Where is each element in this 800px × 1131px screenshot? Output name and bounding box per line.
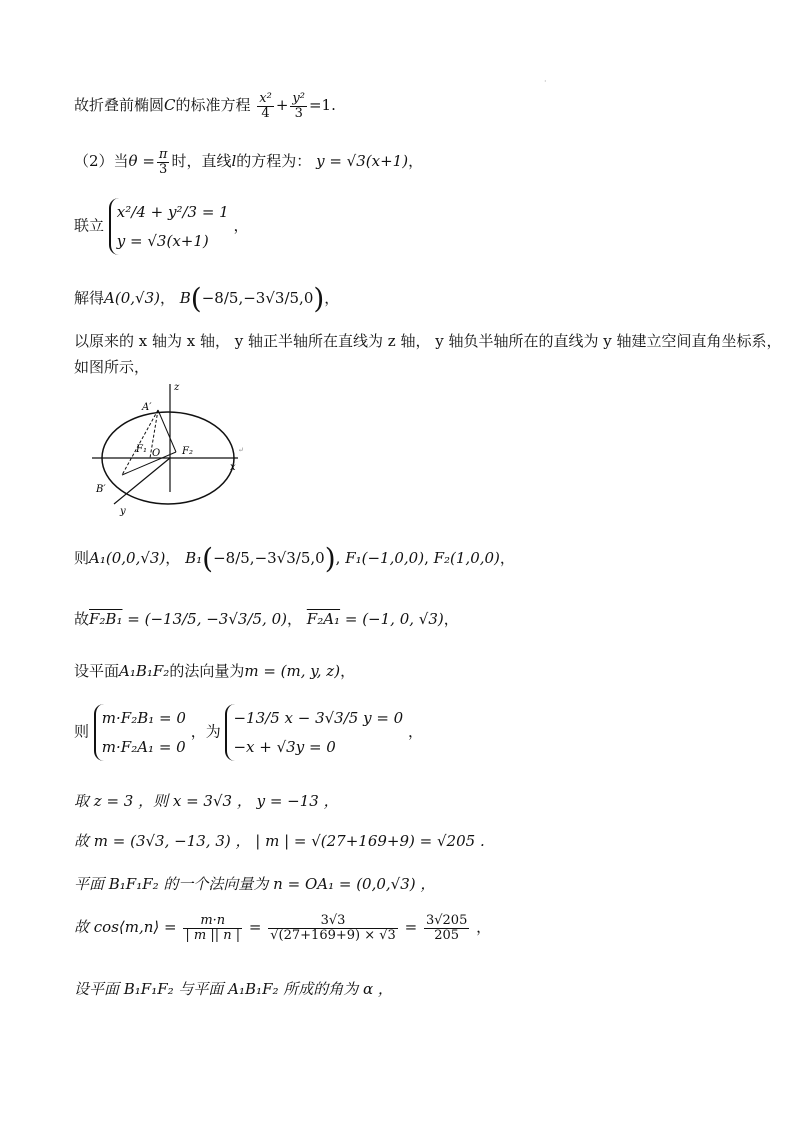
- linear-system: [225, 704, 403, 761]
- point-F1: F₁(−1,0,0): [345, 549, 425, 567]
- text: ，: [476, 918, 492, 937]
- coord: ,0: [310, 549, 325, 567]
- text: .: [331, 96, 336, 115]
- frac-computed: $\frac{3√3}{√(27+169+9) \times √3}$: [270, 913, 396, 943]
- segment: [122, 452, 176, 475]
- normal-vector: m = (m, y, z): [244, 662, 341, 680]
- line-points: 则A₁(0,0,√3)， B₁(−8/5,−3√3/5,0), F₁(−1,0,0), F₂(1,0,0)，: [74, 542, 515, 575]
- var-l: l: [231, 152, 237, 171]
- label-F2: F₂: [182, 446, 193, 457]
- plane: A₁B₁F₂: [119, 662, 170, 680]
- vector-F2A1: F₂A₁: [306, 610, 341, 628]
- text: 故: [74, 610, 90, 628]
- text: ，: [233, 216, 249, 235]
- text: 的标准方程: [175, 96, 251, 115]
- text: ，: [287, 610, 303, 628]
- text: ，: [407, 722, 423, 741]
- text: ，: [340, 662, 356, 680]
- vector-F2B1: F₂B₁: [89, 610, 123, 628]
- line-system: [74, 198, 249, 255]
- line-solution: 解得A(0,√3)， B(−8/5,−3√3/5,0)，: [74, 282, 340, 315]
- point-F2: F₂(1,0,0): [433, 549, 500, 567]
- text: 时，直线: [171, 152, 232, 171]
- text: =: [248, 918, 262, 937]
- coord: −3√3/5: [243, 289, 300, 307]
- line-ellipse-equation: 故折叠前椭圆C的标准方程 $\frac{\text{x²}}{4}$ + $\frac{\text{y²}}{3}$ =1.: [74, 91, 336, 121]
- point-B-label: B: [179, 289, 191, 307]
- frac-result: $\frac{3√205}{205}$: [425, 913, 468, 943]
- line-coordinate-setup: 以原来的 x 轴为 x 轴， y 轴正半轴所在直线为 z 轴， y 轴负半轴所在的直线为 y 轴建立空间直角坐标系，: [74, 332, 782, 350]
- text: 设平面: [74, 662, 120, 680]
- system-row-1: x²/4 + y²/3 = 1: [116, 203, 229, 221]
- frac-y2-3: $\frac{\text{y²}}{3}$: [292, 91, 305, 121]
- segment: [158, 410, 176, 452]
- text: ，: [324, 289, 340, 307]
- corner-mark: ·: [544, 77, 547, 86]
- text: 的方程为：: [236, 152, 312, 171]
- linear-row-2: −x + √3y = 0: [233, 737, 336, 756]
- coord: −8/5: [213, 549, 250, 567]
- text: 联立: [74, 216, 105, 235]
- var-theta: θ =: [128, 152, 155, 171]
- equation-system: [109, 198, 229, 255]
- text: ，: [159, 289, 175, 307]
- text: ，: [499, 549, 515, 567]
- text: 则: [74, 722, 90, 741]
- frac-pi-3: $\frac{\pi}{3}$: [158, 147, 168, 177]
- y-axis: [114, 458, 170, 504]
- point-B1-label: B₁: [185, 549, 203, 567]
- label-A: A′: [142, 402, 152, 413]
- label-F1: F₁: [136, 444, 147, 455]
- text: =: [404, 918, 418, 937]
- frac-x2-4: $\frac{\text{x²}}{4}$: [259, 91, 272, 121]
- linear-row-1: −13/5 x − 3√3/5 y = 0: [233, 709, 404, 727]
- text: ，为: [190, 722, 221, 741]
- dot-row-2: m·F₂A₁ = 0: [101, 737, 186, 756]
- text: 故 cos⟨m,n⟩ =: [74, 918, 177, 937]
- text: ，: [165, 549, 181, 567]
- line-choose-z: 取 z = 3 ，则 x = 3√3 ， y = −13 ，: [74, 792, 339, 810]
- label-y: y: [120, 506, 126, 517]
- frac-mn: $\frac{m\cdot n}{| m || n |}$: [185, 913, 241, 943]
- line-cosine: [74, 914, 491, 942]
- point-A: A(0,√3): [104, 289, 160, 307]
- point-A1: A₁(0,0,√3): [89, 549, 166, 567]
- vector-value: = (−13/5, −3√3/5, 0): [127, 610, 287, 628]
- dot-system: [94, 704, 186, 761]
- text: 故折叠前椭圆: [74, 96, 165, 115]
- coord: −3√3/5: [254, 549, 311, 567]
- text: ，: [443, 610, 459, 628]
- text: 则: [74, 549, 90, 567]
- text: ，: [408, 152, 424, 171]
- label-z: z: [174, 382, 180, 393]
- text: 的法向量为: [169, 662, 245, 680]
- var-C: C: [164, 96, 176, 115]
- line-as-shown: 如图所示，: [74, 358, 150, 376]
- text: =1: [308, 96, 332, 115]
- coord: −8/5: [201, 289, 239, 307]
- text: （2）当: [74, 152, 129, 171]
- line-normal-vector: [74, 660, 355, 681]
- coord: ,0: [299, 289, 314, 307]
- line-angle: 设平面 B₁F₁F₂ 与平面 A₁B₁F₂ 所成的角为 α ，: [74, 980, 393, 998]
- line-m-vector: 故 m = (3√3, −13, 3) ， | m | = √(27+169+9) = √205 .: [74, 832, 485, 850]
- text: 解得: [74, 289, 105, 307]
- line-equations: [74, 704, 423, 761]
- line-vectors: [74, 608, 459, 629]
- return-mark: ↵: [238, 446, 244, 454]
- label-x: x: [230, 462, 236, 473]
- system-row-2: y = √3(x+1): [116, 231, 209, 250]
- label-O: O: [152, 448, 161, 459]
- dot-row-1: m·F₂B₁ = 0: [101, 709, 186, 727]
- line-n-vector: 平面 B₁F₁F₂ 的一个法向量为 n = OA₁ = (0,0,√3) ，: [74, 875, 436, 893]
- label-B: B′: [96, 484, 106, 495]
- ellipse-figure: [90, 380, 250, 520]
- vector-value: = (−1, 0, √3): [344, 610, 444, 628]
- line-theta: [74, 148, 423, 176]
- line-equation: y = √3(x+1): [316, 152, 409, 171]
